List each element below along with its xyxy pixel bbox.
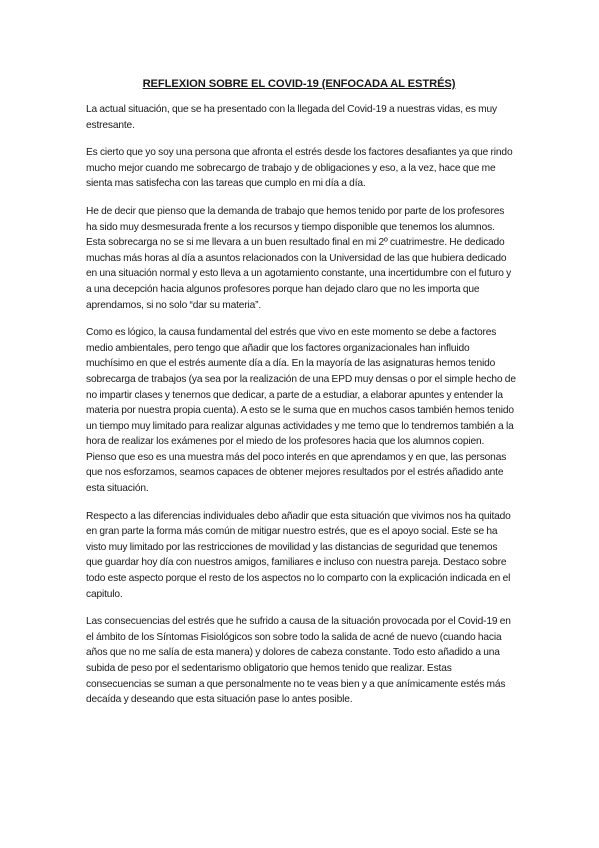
paragraph-causes: Como es lógico, la causa fundamental del estrés que vivo en este momento se debe a factores medio ambientales, pero tengo que añadir que los factores organizacionales han influido muchísimo en que el estrés aumente día a día. En la mayoría de las asignaturas hemos tenido sobrecarga de trabajos (ya sea por la realización de una EPD muy densas o por el simple hecho de no impartir clases y tenernos que dedicar, a parte de a estudiar, a elaborar apuntes y entender la materia por nuestra propia cuenta). A esto se le suma que en muchos casos también hemos tenido un tiempo muy limitado para realizar algunas actividades y me temo que lo tendremos también a la hora de realizar los exámenes por el miedo de los profesores hacia que los alumnos copien. Pienso que eso es una muestra más del poco interés en que aprendamos y en que, las personas que nos esforzamos, seamos capaces de obtener mejores resultados por el estrés añadido ante esta situación. — [86, 327, 516, 495]
paragraph-intro: La actual situación, que se ha presentado con la llegada del Covid-19 a nuestras vidas, es muy estresante. — [86, 104, 497, 131]
paragraph-workload: He de decir que pienso que la demanda de trabajo que hemos tenido por parte de los profesores ha sido muy desmesurada frente a los recursos y tiempo disponible que tenemos los alumnos. Esta sobrecarga no se si me llevara a un buen resultado final en mi 2º cuatrimestre. He dedicado muchas más horas al día a asuntos relacionados con la Universidad de las que hubiera dedicado en una situación normal y esto lleva a un agotamiento constante, una incertidumbre con el futuro y a una decepción hacia algunos profesores porque han dejado claro que no les importa que aprendamos, si no solo “dar su materia”. — [86, 205, 512, 311]
paragraph-stress-coping: Es cierto que yo soy una persona que afronta el estrés desde los factores desafiantes ya que rindo mucho mejor cuando me sobrecargo de trabajo y de obligaciones y eso, a la vez, hace que me sienta mas satisfecha con las tareas que cumplo en mi día a día. — [86, 147, 513, 190]
paragraph-individual-differences: Respecto a las diferencias individuales debo añadir que esta situación que vivimos nos ha quitado en gran parte la forma más común de mitigar nuestro estrés, que es el apoyo social. Este se ha visto muy limitado por las restricciones de movilidad y las distancias de seguridad que tenemos que guardar hoy día con nuestros amigos, familiares e incluso con nuestra pareja. Destaco sobre todo este aspecto porque el resto de los aspectos no lo comparto con la explicación indicada en el capitulo. — [86, 510, 511, 600]
document-body — [86, 102, 516, 720]
document-title: REFLEXION SOBRE EL COVID-19 (ENFOCADA AL ESTRÉS) — [142, 78, 456, 90]
paragraph-consequences: Las consecuencias del estrés que he sufrido a causa de la situación provocada por el Covid-19 en el ámbito de los Síntomas Fisiológicos son sobre todo la salida de acné de nuevo (cuando hacia años que no me salía de esta manera) y dolores de cabeza constante. Todo esto añadido a una subida de peso por el sedentarismo obligatorio que hemos tenido que realizar. Estas consecuencias se suman a que personalmente no te veas bien y a que anímicamente estés más decaída y deseando que esta situación pase lo antes posible. — [86, 616, 511, 706]
